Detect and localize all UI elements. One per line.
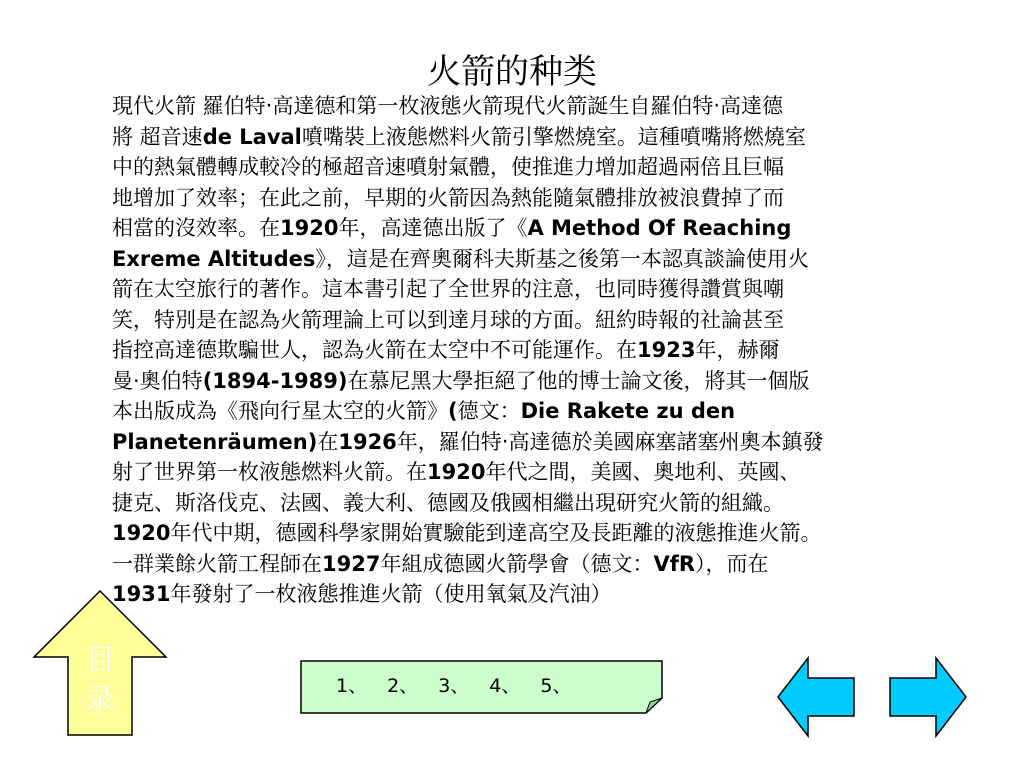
left-arrow-icon: [776, 656, 856, 738]
page-link-4[interactable]: 4、: [489, 675, 521, 697]
paragraph-line: [112, 152, 962, 183]
paragraph-line: [112, 457, 962, 488]
paragraph-line: [112, 244, 962, 275]
text-run: 中的熱氣體轉成較冷的極超音速噴射氣體，使推進力增加超過兩倍且巨幅: [112, 155, 784, 179]
text-run: 笑，特別是在認為火箭理論上可以到達月球的方面。紐約時報的社論甚至: [112, 307, 784, 332]
page-link-2[interactable]: 2、: [387, 675, 419, 697]
paragraph-line: [112, 366, 962, 397]
page-links: [336, 674, 571, 698]
text-run: 相當的沒效率。在: [112, 216, 280, 240]
text-run: 年組成德國火箭學會（德文：: [380, 551, 654, 576]
bold-text-run: Planetenräumen): [112, 429, 318, 454]
paragraph-line: [112, 305, 962, 336]
paragraph-line: [112, 549, 962, 580]
bold-text-run: 1920: [280, 216, 339, 240]
bold-text-run: VfR: [653, 551, 696, 576]
text-run: 噴嘴裝上液態燃料火箭引擎燃燒室。這種噴嘴將燃燒室: [301, 124, 806, 149]
page-links-box: [300, 660, 664, 714]
slide-title: 火箭的种类: [427, 52, 597, 92]
page-link-3[interactable]: 3、: [438, 675, 470, 697]
paragraph-line: [112, 91, 962, 122]
bold-text-run: (1894-1989): [202, 368, 348, 393]
paragraph-line: [112, 518, 962, 549]
paragraph-line: [112, 274, 962, 305]
paragraph-line: [112, 579, 962, 610]
text-run: 年，羅伯特‧高達德於美國麻塞諸塞州奧本鎮發: [396, 429, 824, 454]
text-run: 年，赫爾: [695, 338, 780, 362]
next-slide-button[interactable]: [888, 656, 968, 738]
bold-text-run: 1926: [338, 429, 397, 454]
text-run: 年代中期，德國科學家開始實驗能到達高空及長距離的液態推進火箭。: [170, 521, 822, 545]
text-run: 一群業餘火箭工程師在: [112, 551, 322, 576]
bold-text-run: Die Rakete zu den: [520, 399, 736, 423]
text-run: 箭在太空旅行的著作。這本書引起了全世界的注意，也同時獲得讚賞與嘲: [112, 277, 784, 301]
text-run: 捷克、斯洛伐克、法國、義大利、德國及俄國相繼出現研究火箭的組織。: [112, 490, 784, 515]
bold-text-run: A Method Of Reaching: [527, 216, 792, 240]
bold-text-run: de Laval: [202, 124, 302, 149]
text-run: 將 超音速: [112, 124, 203, 149]
page-link-1[interactable]: 1、: [336, 675, 368, 697]
toc-button-label: [80, 641, 120, 721]
text-run: 在慕尼黑大學拒絕了他的博士論文後，將其一個版: [347, 368, 810, 393]
table-of-contents-button[interactable]: [32, 589, 168, 737]
bold-text-run: (: [448, 399, 458, 423]
text-run: 曼·奧伯特: [112, 368, 203, 393]
paragraph-line: [112, 427, 962, 458]
paragraph-line: [112, 335, 962, 366]
text-run: 射了世界第一枚液態燃料火箭。在: [112, 460, 427, 484]
page-link-5[interactable]: 5、: [540, 675, 572, 697]
text-run: 年，高達德出版了《: [338, 216, 528, 240]
right-arrow-icon: [888, 656, 968, 738]
toc-label-char: 目: [85, 643, 115, 678]
toc-label-char: 录: [85, 683, 115, 718]
text-run: 》，這是在齊奧爾科夫斯基之後第一本認真談論使用火: [315, 246, 809, 271]
text-run: 德文：: [457, 399, 521, 423]
text-run: 年發射了一枚液態推進火箭（使用氧氣及汽油）: [170, 582, 612, 606]
text-run: 現代火箭 羅伯特‧高達德和第一枚液態火箭現代火箭誕生自羅伯特‧高達德: [112, 94, 784, 118]
bold-text-run: 1927: [322, 551, 381, 576]
text-run: 本出版成為《飛向行星太空的火箭》: [112, 399, 448, 423]
bold-text-run: 1920: [427, 460, 486, 484]
text-run: ），而在: [695, 551, 769, 576]
bold-text-run: 1923: [637, 338, 696, 362]
bold-text-run: Exreme Altitudes: [112, 246, 316, 271]
text-run: 指控高達德欺騙世人，認為火箭在太空中不可能運作。在: [112, 338, 637, 362]
paragraph-line: [112, 122, 962, 153]
paragraph-line: [112, 488, 962, 519]
bold-text-run: 1920: [112, 521, 171, 545]
text-run: 地增加了效率；在此之前，早期的火箭因為熱能隨氣體排放被浪費掉了而: [112, 185, 784, 210]
paragraph-line: [112, 183, 962, 214]
text-run: 年代之間，美國、奧地利、英國、: [485, 460, 801, 484]
paragraph-line: [112, 213, 962, 244]
text-run: 在: [317, 429, 339, 454]
body-paragraph: [112, 91, 962, 610]
paragraph-line: [112, 396, 962, 427]
bold-text-run: 1931: [112, 582, 171, 606]
previous-slide-button[interactable]: [776, 656, 856, 738]
